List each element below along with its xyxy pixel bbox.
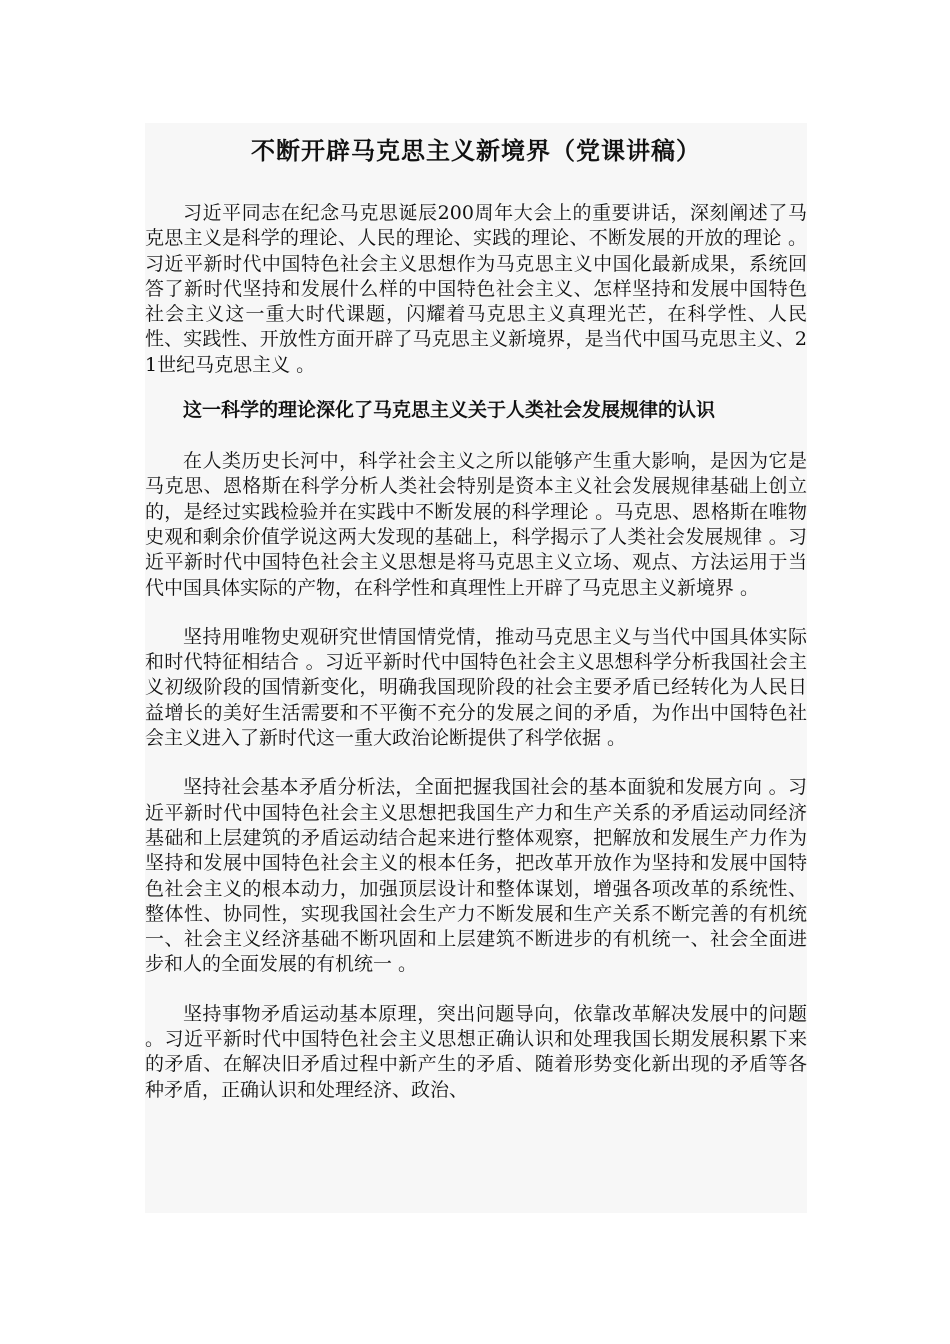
body-paragraph: 坚持社会基本矛盾分析法，全面把握我国社会的基本面貌和发展方向 。习近平新时代中国特色社会主义思想把我国生产力和生产关系的矛盾运动同经济基础和上层建筑的矛盾运动结合起来进行整体观察，把解放和发展生产力作为坚持和发展中国特色社会主义的根本任务，把改革开放作为坚持和发展中国特色社会主义的根本动力，加强顶层设计和整体谋划，增强各项改革的系统性、整体性、协同性，实现我国社会生产力不断发展和生产关系不断完善的有机统一、社会主义经济基础不断巩固和上层建筑不断进步的有机统一、社会全面进步和人的全面发展的有机统一 。	[145, 776, 807, 976]
section-heading: 这一科学的理论深化了马克思主义关于人类社会发展规律的认识	[183, 399, 716, 422]
body-paragraph: 坚持用唯物史观研究世情国情党情，推动马克思主义与当代中国具体实际和时代特征相结合 。习近平新时代中国特色社会主义思想科学分析我国社会主义初级阶段的国情新变化，明确我国现阶段的社会主要矛盾已经转化为人民日益增长的美好生活需要和不平衡不充分的发展之间的矛盾，为作出中国特色社会主义进入了新时代这一重大政治论断提供了科学依据 。	[145, 625, 807, 750]
document-title: 不断开辟马克思主义新境界（党课讲稿）	[251, 136, 701, 165]
document-page	[145, 123, 807, 1213]
body-paragraph: 坚持事物矛盾运动基本原理，突出问题导向，依靠改革解决发展中的问题 。习近平新时代中国特色社会主义思想正确认识和处理我国长期发展积累下来的矛盾、在解决旧矛盾过程中新产生的矛盾、随着形势变化新出现的矛盾等各种矛盾，正确认识和处理经济、政治、	[145, 1002, 807, 1101]
body-paragraph: 习近平同志在纪念马克思诞辰200周年大会上的重要讲话，深刻阐述了马克思主义是科学的理论、人民的理论、实践的理论、不断发展的开放的理论 。习近平新时代中国特色社会主义思想作为马克思主义中国化最新成果，系统回答了新时代坚持和发展什么样的中国特色社会主义、怎样坚持和发展中国特色社会主义这一重大时代课题，闪耀着马克思主义真理光芒，在科学性、人民性、实践性、开放性方面开辟了马克思主义新境界，是当代中国马克思主义、21世纪马克思主义 。	[145, 202, 807, 376]
body-paragraph: 在人类历史长河中，科学社会主义之所以能够产生重大影响，是因为它是马克思、恩格斯在科学分析人类社会特别是资本主义社会发展规律基础上创立的，是经过实践检验并在实践中不断发展的科学理论 。马克思、恩格斯在唯物史观和剩余价值学说这两大发现的基础上，科学揭示了人类社会发展规律 。习近平新时代中国特色社会主义思想是将马克思主义立场、观点、方法运用于当代中国具体实际的产物，在科学性和真理性上开辟了马克思主义新境界 。	[145, 450, 807, 599]
